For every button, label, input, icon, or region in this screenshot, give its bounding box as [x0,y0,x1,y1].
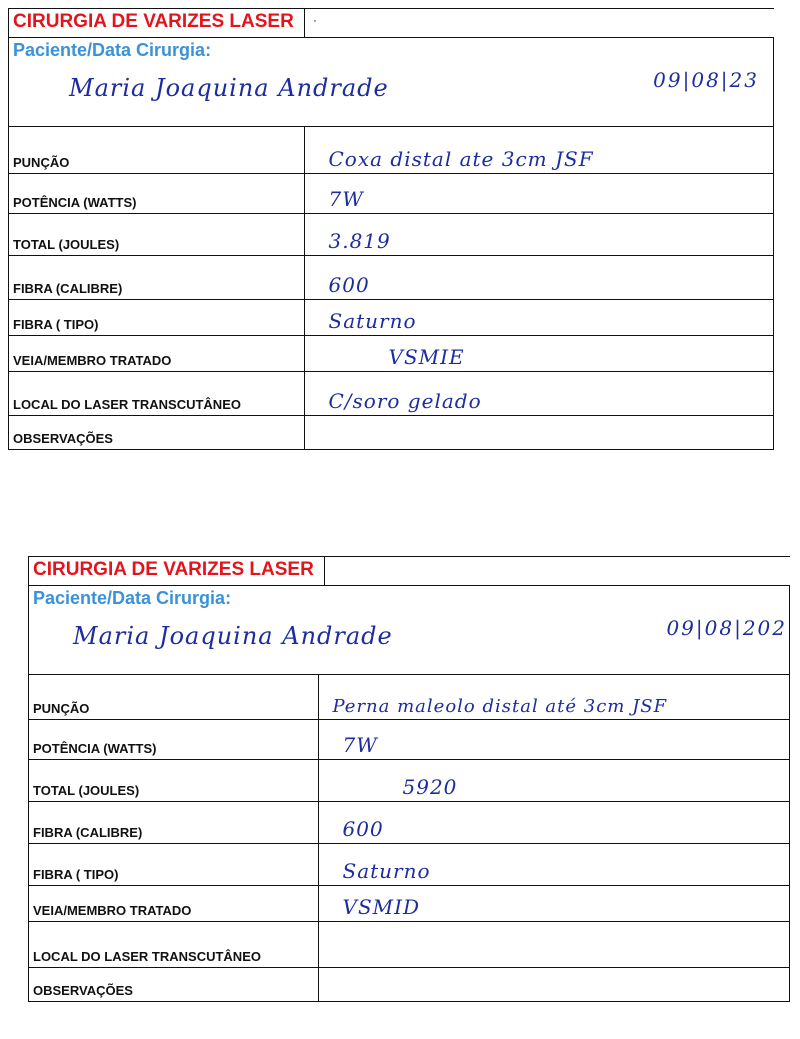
field-label: OBSERVAÇÕES [29,967,318,1001]
table-row [9,127,773,173]
field-value [318,967,789,1001]
handwritten-value [323,975,343,999]
surgery-date: 09|08|23 [653,68,759,92]
header-blank-cell [304,8,774,38]
handwritten-value: 7W [342,732,378,757]
field-label: FIBRA (CALIBRE) [29,801,318,843]
field-label: POTÊNCIA (WATTS) [29,719,318,759]
field-value [318,843,789,885]
patient-name: Maria Joaquina Andrade [69,74,389,102]
field-label: FIBRA (CALIBRE) [9,255,304,299]
patient-date-label: Paciente/Data Cirurgia: [33,588,232,608]
field-label: POTÊNCIA (WATTS) [9,173,304,213]
form-title: CIRURGIA DE VARIZES LASER [28,556,324,586]
form-header [28,556,790,586]
surgery-form-2 [28,556,790,1039]
surgery-form-1 [8,8,774,460]
table-row [9,173,773,213]
handwritten-value [309,423,329,447]
handwritten-value: Coxa distal ate 3cm JSF [328,146,594,171]
table-row [9,213,773,255]
field-label: TOTAL (JOULES) [9,213,304,255]
table-row [29,967,789,1001]
header-blank-cell [324,556,790,586]
field-value [318,719,789,759]
field-value [318,885,789,921]
field-value [304,335,773,371]
handwritten-value [323,941,343,965]
surgery-date: 09|08|202 [666,616,787,640]
table-row [29,843,789,885]
dot-mark: · [313,13,317,27]
table-row [29,801,789,843]
handwritten-value: 7W [328,186,364,211]
field-value [304,255,773,299]
form-body [28,586,790,1002]
patient-name: Maria Joaquina Andrade [73,622,393,650]
handwritten-value: 600 [328,272,370,297]
table-row [9,371,773,415]
field-label: LOCAL DO LASER TRANSCUTÂNEO [29,921,318,967]
table-row [9,255,773,299]
field-label: TOTAL (JOULES) [29,759,318,801]
form-body [8,38,774,450]
table-row [29,759,789,801]
field-label: PUNÇÃO [29,675,318,719]
table-row [9,335,773,371]
handwritten-value: VSMIE [388,344,465,369]
field-value [318,675,789,719]
handwritten-value: 5920 [402,774,458,799]
field-label: PUNÇÃO [9,127,304,173]
handwritten-value: Perna maleolo distal até 3cm JSF [332,695,668,717]
form-title: CIRURGIA DE VARIZES LASER [8,8,304,38]
field-value [318,921,789,967]
field-value [304,127,773,173]
table-row [29,719,789,759]
form-header [8,8,774,38]
field-value [304,173,773,213]
handwritten-value: 600 [342,816,384,841]
field-label: OBSERVAÇÕES [9,415,304,449]
fields-table [29,675,789,1002]
patient-line [9,64,773,127]
handwritten-value: C/soro gelado [328,388,482,413]
field-label: FIBRA ( TIPO) [29,843,318,885]
field-value [304,371,773,415]
field-label: VEIA/MEMBRO TRATADO [29,885,318,921]
table-row [9,415,773,449]
field-value [318,759,789,801]
field-value [304,213,773,255]
handwritten-value: Saturno [328,308,417,333]
table-row [29,885,789,921]
field-label: LOCAL DO LASER TRANSCUTÂNEO [9,371,304,415]
field-label: FIBRA ( TIPO) [9,299,304,335]
handwritten-value: 3.819 [328,228,391,253]
field-value [304,299,773,335]
fields-table [9,127,773,450]
table-row [29,921,789,967]
handwritten-value: Saturno [342,858,431,883]
field-value [318,801,789,843]
field-label: VEIA/MEMBRO TRATADO [9,335,304,371]
handwritten-value: VSMID [342,894,421,919]
table-row [29,675,789,719]
field-value [304,415,773,449]
patient-line [29,612,789,675]
patient-date-label: Paciente/Data Cirurgia: [13,40,212,60]
table-row [9,299,773,335]
